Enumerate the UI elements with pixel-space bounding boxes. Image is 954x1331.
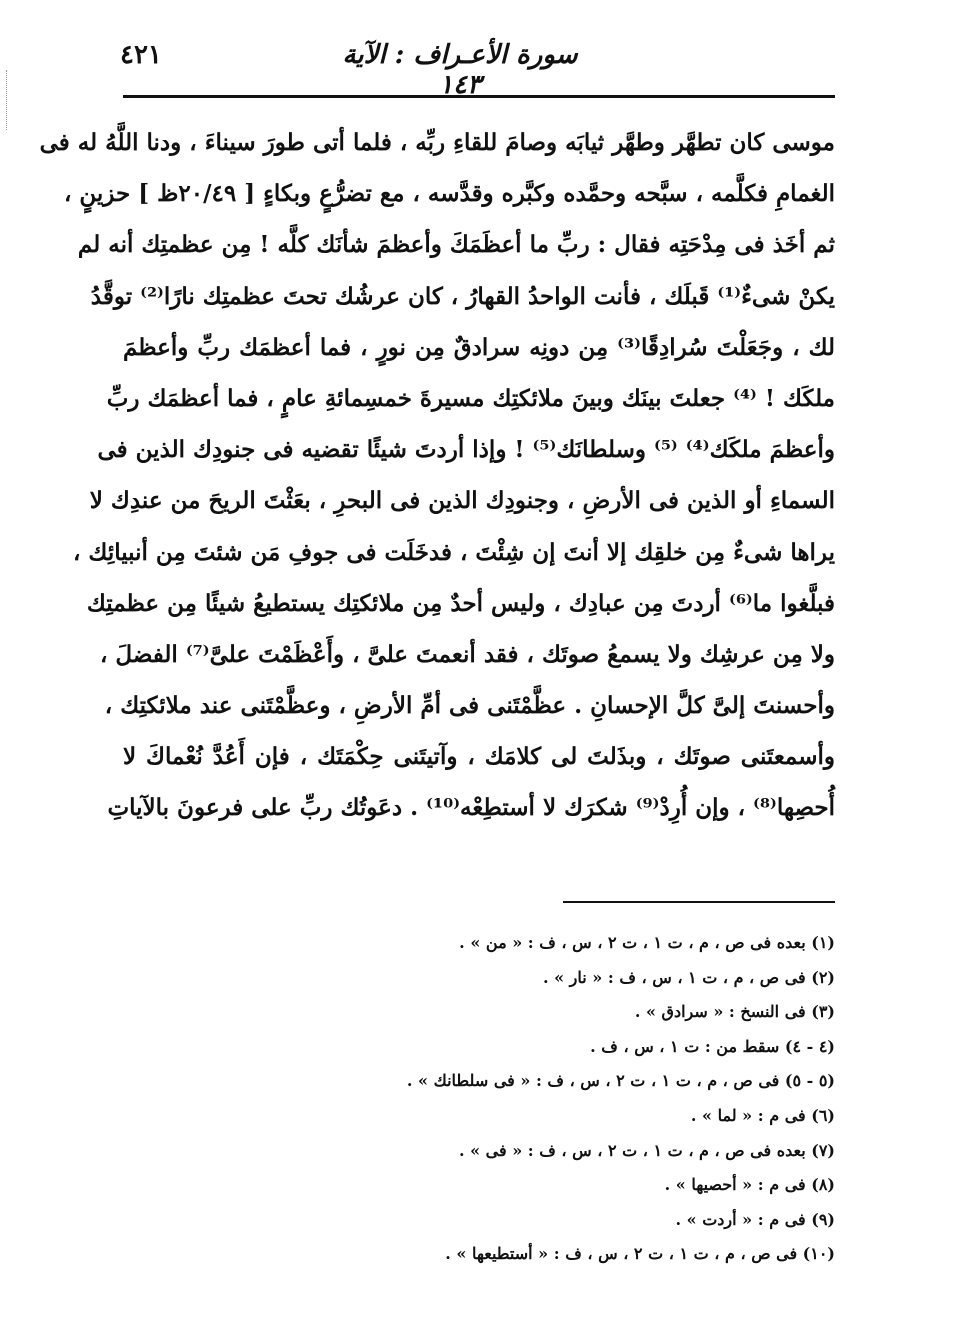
footnote: (٥ - ٥) فى ص ، م ، ت ١ ، ت ٢ ، س ، ف : « فى سلطانك » . [406,1071,835,1091]
footnote-rule [563,901,835,903]
footnote: (٨) فى م : « أحصيها » . [664,1175,835,1195]
body-line: يكنْ شىءٌ⁽¹⁾ قَبلَك ، فأنت الواحدُ القهارُ ، كان عرشُك تحتَ عظمتِك نارًا⁽²⁾ توقَّدُ [90,282,835,310]
page-number: ٤٢١ [120,40,162,70]
body-line: أُحصِها⁽⁸⁾ ، وإن أُرِدْ⁽⁹⁾ شكرَك لا أستطِعْه⁽¹⁰⁾ . دعَوتُك ربِّ على فرعونَ بالآياتِ [107,794,835,822]
header-rule [123,95,835,98]
footnote: (٦) فى م : « لما » . [690,1105,835,1125]
body-line: موسى كان تطهَّر وطهَّر ثيابَه وصامَ للقاءِ ربِّه ، فلما أتى طورَ سيناءَ ، ودنا اللَّهُ له فى [39,129,835,156]
body-line: الغمامِ فكلَّمه ، سبَّحه وحمَّده وكبَّره وقدَّسه ، مع تضرُّعٍ وبكاءٍ [ ٢٠/٤٩ظ ] حزينٍ ، [63,180,835,208]
body-line: فبلَّغوا ما⁽⁶⁾ أردتَ مِن عبادِك ، وليس أحدٌ مِن ملائكتِك يستطيعُ شيئًا مِن عظمتِك [86,589,835,617]
body-line: ملكَك ! ⁽⁴⁾ جعلتَ بينَك وبينَ ملائكتِك مسيرةَ خمسِمائةِ عامٍ ، فما أعظمَك ربِّ [106,384,835,412]
footnote: (٩) فى م : « أردت » . [675,1209,835,1229]
body-line: ولا مِن عرشِك ولا يسمعُ صوتَك ، فقد أنعمتَ علىَّ ، وأَعْظَمْتَ علىَّ⁽⁷⁾ الفضلَ ، [99,640,835,668]
body-line: السماءِ أو الذين فى الأرضِ ، وجنودِك الذين فى البحرِ ، بعَثْتَ الريحَ من عندِك لا [89,487,835,515]
body-line: يراها شىءٌ مِن خلقِك إلا أنتَ إن شِئْتَ ، فدخَلَت فى جوفِ مَن شئتَ مِن أنبيائِك ، [73,538,835,566]
footnote: (٢) فى ص ، م ، ت ١ ، س ، ف : « نار » . [542,967,835,987]
footnote: (٧) بعده فى ص ، م ، ت ١ ، ت ٢ ، س ، ف : « فى » . [458,1140,835,1160]
body-line: وأعظمَ ملكَك⁽⁴⁾ ⁽⁵⁾ وسلطانَك⁽⁵⁾ ! وإذا أردتَ شيئًا تقضيه فى جنودِك الذين فى [97,436,835,464]
body-line: لك ، وجَعَلْتَ سُرادِقًا⁽³⁾ مِن دونِه سرادقٌ مِن نورٍ ، فما أعظمَك ربِّ وأعظمَ [123,333,836,361]
footnotes [123,926,835,1272]
footnote: (١) بعده فى ص ، م ، ت ١ ، ت ٢ ، س ، ف : « من » . [459,933,835,952]
footnote: (٣) فى النسخ : « سرادق » . [634,1002,835,1022]
body-line: وأسمعتَنى صوتَك ، وبذَلتَ لى كلامَك ، وآتيتَنى حِكْمَتَك ، فإن أَعُدَّ نُعْماكَ لا [123,743,835,771]
body-text [39,117,836,834]
running-header: سورة الأعـراف : الآية ١٤٣ [342,40,578,100]
footnote: (٤ - ٤) سقط من : ت ١ ، س ، ف . [590,1036,835,1056]
margin-dotted-line [6,70,9,130]
footnote: (١٠) فى ص ، م ، ت ١ ، ت ٢ ، س ، ف : « أستطيعها » . [445,1244,835,1264]
body-line: وأحسنتَ إلىَّ كلَّ الإحسانِ . عظَّمْتَنى فى أمِّ الأرضِ ، وعظَّمْتَنى عند ملائكتِك ، [104,692,835,720]
body-line: ثم أخَذ فى مِدْحَتِه فقال : ربِّ ما أعظَمَكَ وأعظمَ شأنَك كلَّه ! مِن عظمتِك أنه لم [77,231,835,259]
